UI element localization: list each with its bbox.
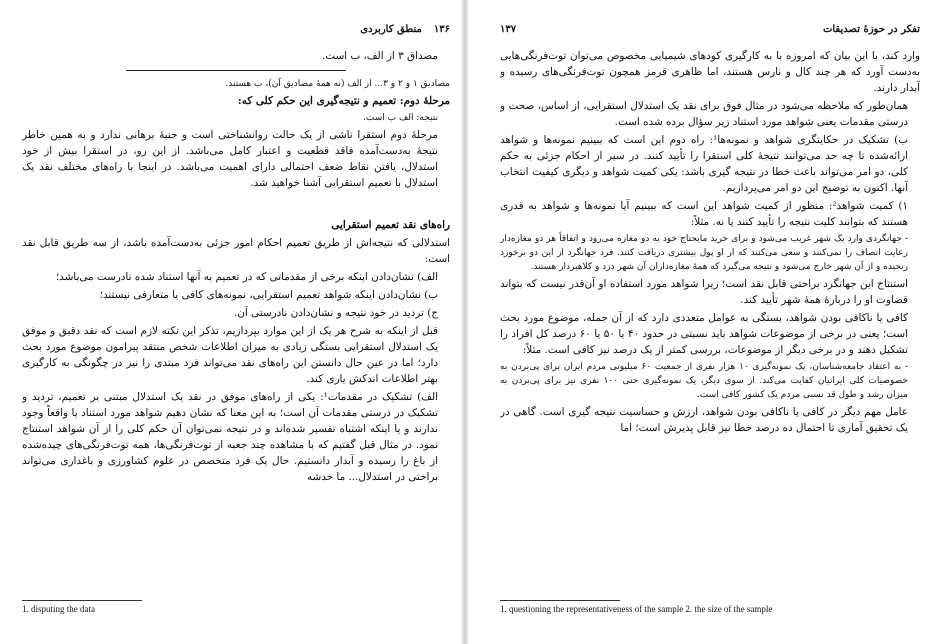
left-page-number: ۱۳۶ <box>433 24 450 35</box>
paragraph: همان‌طور که ملاحظه می‌شود در مثال فوق برای نقد یک استدلال استقرایی، از اساس، صحت و درستی مقدمات یعنی شواهد مورد استناد زیر سؤال برده شده است. <box>500 100 908 128</box>
right-page-body <box>500 48 920 438</box>
example-text: - جهانگردی وارد یک شهر غریب می‌شود و برای خرید مایحتاج خود به دو مغازه می‌رود و اتفاقاً هر دو مغازه‌دار رعایت انصاف را نمی‌کنند و سعی می‌کنند که از او پول بیشتری دریافت کنند. فرد جهانگرد از این دو برخورد رنجیده و از آن شهر خارج می‌شود و نتیجه می‌گیرد که همهٔ مغازه‌داران آن شهر دزد و کلاهبردار هستند. <box>500 234 908 272</box>
paragraph: ۱) کمیت شواهد²: منظور از کمیت شواهد این است که ببینیم آیا نمونه‌ها و شواهد به قدری هستند که بتوانند کلیت نتیجه را تأیید کنند یا نه. مثلاً: <box>500 200 908 228</box>
paragraph: ب) تشکیک در حکایتگری شواهد و نمونه‌ها¹: راه دوم این است که ببینیم نمونه‌ها و شواهد ارائه‌شده تا چه حد می‌توانند نتیجهٔ کلی استقرا را تأیید کنند. در سیر از احکام جزئی به حکم کلی، دو امر می‌تواند باعث خطا در نتیجه گیری باشد: یکی کمیت شواهد و دیگری کیفیت انتخاب آنها. اکنون به توضیح این دو امر می‌پردازیم. <box>500 134 908 194</box>
right-page-header <box>500 24 920 40</box>
example-text: - به اعتقاد جامعه‌شناسان، یک نمونه‌گیری ۱۰ هزار نفری از جمعیت ۶۰ میلیونی مردم ایران برای پی‌بردن به خصوصیات کلی ایرانیان کفایت می‌کند. از سوی دیگر، یک نمونه‌گیری حتی ۱۰۰ نفری نیز برای پی‌بردن به میزان رشد و طول قد نسبی مردم یک کشور کافی است. <box>500 362 908 400</box>
divider <box>126 70 346 71</box>
paragraph: وارد کند، با این بیان که امروزه با به کارگیری کودهای شیمیایی مخصوص می‌توان توت‌فرنگی‌هایی به‌دست آورد که هر چند کال و نارس هستند، اما ظاهری قرمز همچون توت‌فرنگی‌های رسیده و آبدار دارند. <box>500 50 920 94</box>
list-item: الف) نشان‌دادن اینکه برخی از مقدماتی که در تعمیم به آنها استناد شده نادرست می‌باشد؛ <box>55 271 438 283</box>
footnote: 1. disputing the data <box>22 604 95 614</box>
footnote-divider <box>22 600 142 601</box>
left-page <box>22 0 450 644</box>
book-gutter <box>462 0 468 644</box>
right-page <box>500 0 920 644</box>
paragraph: مصادیق ۱ و ۲ و ۳... از الف (نه همهٔ مصادیق آن)، ب هستند. <box>225 79 450 89</box>
footnote-divider <box>500 600 620 601</box>
paragraph: الف) تشکیک در مقدمات¹: یکی از راه‌های موفق در نقد یک استدلال مبتنی بر تعمیم، تردید و تشکیک در درستی مقدمات آن است؛ به این معنا که نشان دهیم شواهد مورد استناد یا واقعاً وجود ندارند و یا اینکه اشتباه تفسیر شده‌اند و در نتیجه نمی‌توان آن حکم کلی را از آن شواهد استنتاج نمود. در مثال قبل گفتیم که با مشاهده چند جعبه از توت‌فرنگی‌ها، همه توت‌فرنگی‌های چیده‌شده از باغ را رسیده و آبدار دانستیم. حال یک فرد متخصص در علوم کشاورزی و باغداری می‌تواند براحتی در استدلال... ما خدشه <box>22 391 438 483</box>
paragraph: نتیجه: الف ب است. <box>363 113 438 123</box>
paragraph: مرحلهٔ دوم استقرا ناشی از یک حالت روانشناختی است و جنبهٔ برهانی ندارد و به همین خاطر نتیجهٔ به‌دست‌آمده فاقد قطعیت و اعتبار کامل می‌باشد. از این رو، در استقرا بیش از خود استدلال، یافتن نقاط ضعف احتمالی دارای اهمیت می‌باشد. در اینجا با راه‌های مختلف نقد یک استدلال با تعمیم استقرایی آشنا خواهید شد. <box>22 129 438 189</box>
right-running-title: تفکر در حوزهٔ تصدیقات <box>822 24 920 35</box>
paragraph: مصداق ۳ از الف، ب است. <box>321 50 438 62</box>
paragraph: قبل از اینکه به شرح هر یک از این موارد بپردازیم، تذکر این نکته لازم است که نقد دقیق و موفق یک استدلال استقرایی بستگی زیادی به میزان اطلاعات شخص منتقد پیرامون موضوع مورد بحث دارد؛ اما در عین حال دانستن این راه‌های نقد می‌تواند فرد مبتدی را نیز در چگونگی به کارگیری بهتر اطلاعات اندکش یاری کند. <box>22 325 438 385</box>
footnote: 1. questioning the representativeness of the sample 2. the size of the sample <box>500 604 773 614</box>
paragraph: استدلالی که نتیجه‌اش از طریق تعمیم احکام امور جزئی به‌دست‌آمده باشد، از سه طریق قابل نقد است: <box>22 237 450 265</box>
left-page-header <box>22 24 450 40</box>
paragraph: استنتاج این جهانگرد براحتی قابل نقد است؛ زیرا شواهد مورد استفاده او آن‌قدر نیست که بتواند قضاوت او را دربارهٔ همهٔ شهر تأیید کند. <box>500 278 908 306</box>
paragraph: کافی یا ناکافی بودن شواهد، بستگی به عوامل متعددی دارد که از آن جمله، موضوع مورد بحث است؛ یعنی در برخی از موضوعات شواهد باید نسبتی در حدود ۴۰ یا ۵۰ یا ۶۰ درصد کل افراد را تشکیل دهند و در برخی دیگر از موضوعات، بررسی کمتر از یک درصد نیز کافی است. مثلاً: <box>500 312 908 356</box>
section-heading: مرحلهٔ دوم: تعمیم و نتیجه‌گیری این حکم کلی که: <box>237 95 450 107</box>
list-item: ب) نشان‌دادن اینکه شواهد تعمیم استقرایی، نمونه‌های کافی یا متعارفی نیستند؛ <box>99 289 438 301</box>
right-page-number: ۱۳۷ <box>500 24 517 35</box>
paragraph: عامل مهم دیگر در کافی یا ناکافی بودن شواهد، ارزش و حساسیت نتیجه گیری است. گاهی در یک تحقیق آماری تا احتمال ده درصد خطا نیز قابل پذیرش است؛ اما <box>500 406 908 434</box>
list-item: ج) تردید در خود نتیجه و نشان‌دادن نادرستی آن. <box>233 307 438 319</box>
section-heading: راه‌های نقد تعمیم استقرایی <box>331 219 450 231</box>
left-running-title: منطق کاربردی <box>360 24 422 35</box>
left-page-body <box>22 48 450 487</box>
